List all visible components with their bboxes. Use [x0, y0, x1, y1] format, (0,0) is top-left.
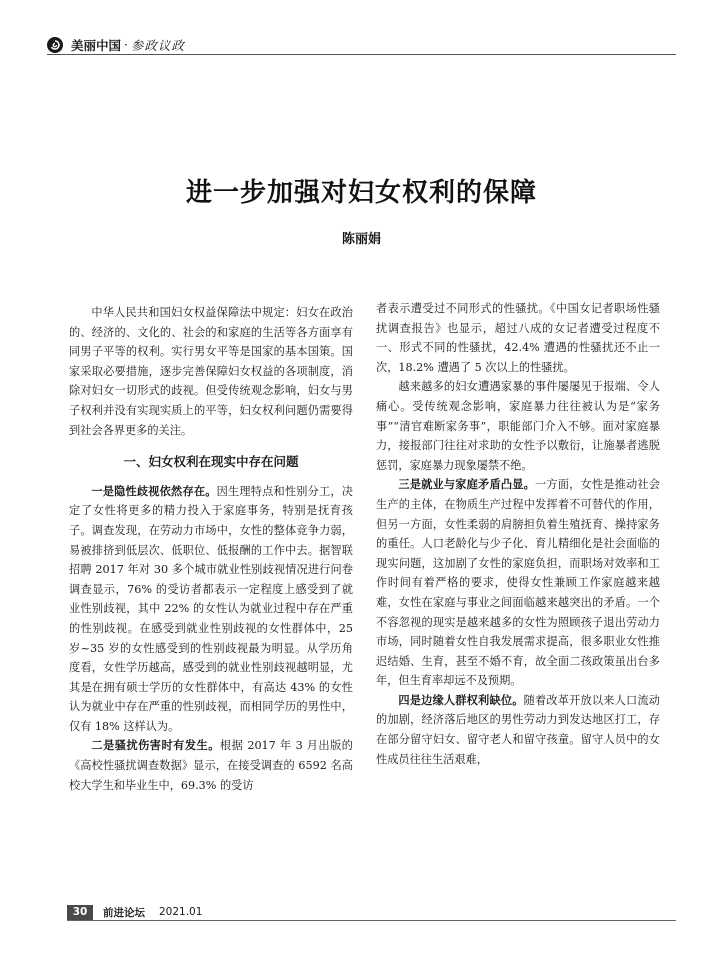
footer-divider	[67, 920, 676, 921]
paragraph-domestic-violence: 越来越多的妇女遭遇家暴的事件屡屡见于报端、令人痛心。受传统观念影响，家庭暴力往往被认为是“家务事”“清官难断家务事”，职能部门介入不够。面对家庭暴力，接报部门往往对求助的女性予以敷衍，让施暴者逃脱惩罚，家庭暴力现象屡禁不绝。	[376, 380, 660, 472]
page-number: 30	[67, 905, 93, 920]
article-title: 进一步加强对妇女权利的保障	[185, 178, 537, 208]
issue-number: 2021.01	[159, 906, 203, 918]
paragraph-harassment	[69, 736, 353, 795]
paragraph-work-family	[376, 475, 660, 691]
paragraph-body: 因生理特点和性别分工，决定了女性将更多的精力投入于家庭事务，特别是抚育孩子。调查发现，在劳动力市场中，女性的整体竞争力弱，易被排挤到低层次、低职位、低报酬的工作中去。据智联招聘 2017 年对 30 多个城市就业性别歧视情况进行问卷调查显示，76% 的受访者都表示一定程度上感受到了就业性别歧视，其中 22% 的女性认为就业过程中存在严重的性别歧视。在感受到就业性别歧视的女性群体中，25 岁~35 岁的女性感受到的性别歧视最为明显。从学历角度看，女性学历越高，感受到的就业性别歧视越明显，尤其是在拥有硕士学历的女性群体中，有高达 43% 的女性认为就业中存在严重的性别歧视，而相同学历的男性中，仅有 18% 这样认为。	[69, 484, 353, 733]
right-column	[376, 299, 660, 769]
paragraph-lead: 二是骚扰伤害时有发生。	[91, 739, 220, 753]
paragraph-lead: 四是边缘人群权利缺位。	[398, 693, 524, 707]
paragraph-lead: 三是就业与家庭矛盾凸显。	[398, 478, 535, 492]
article-author: 陈丽娟	[341, 232, 381, 247]
intro-paragraph: 中华人民共和国妇女权益保障法中规定：妇女在政治的、经济的、文化的、社会的和家庭的生活等各方面享有同男子平等的权利。实行男女平等是国家的基本国策。国家采取必要措施，逐步完善保障妇女权益的各项制度，消除对妇女一切形式的歧视。但受传统观念影响，妇女与男子权利并没有实现实质上的平等，妇女权利问题仍需要得到社会各界更多的关注。	[69, 306, 353, 437]
left-column	[69, 303, 353, 795]
header-brand: 美丽中国	[71, 38, 122, 53]
journal-name: 前进论坛	[103, 906, 145, 919]
header-section-name: 参政议政	[130, 38, 185, 53]
paragraph-hidden-discrimination	[69, 482, 353, 737]
swirl-logo-icon	[47, 37, 63, 53]
paragraph-body: 随着改革开放以来人口流动的加剧，经济落后地区的男性劳动力到发达地区打工，存在部分留守妇女、留守老人和留守孩童。留守人员中的女性成员往往生活艰难，	[376, 693, 660, 766]
section-heading: 一、妇女权利在现实中存在问题	[123, 454, 299, 470]
paragraph-marginal-groups	[376, 691, 660, 769]
paragraph-lead: 一是隐性歧视依然存在。	[91, 484, 217, 498]
running-footer	[67, 903, 202, 921]
running-header	[47, 34, 185, 56]
paragraph-body: 一方面，女性是推动社会生产的主体，在物质生产过程中发挥着不可替代的作用，但另一方面，女性柔弱的肩膀担负着生殖抚育、操持家务的重任。人口老龄化与少子化、育儿精细化是社会面临的现实问题，这加剧了女性的家庭负担，而职场对效率和工作时间有着严格的要求，使得女性兼顾工作家庭越来越难，女性在家庭与事业之间面临越来越突出的矛盾。一个不容忽视的现实是越来越多的女性为照顾孩子退出劳动力市场，同时随着女性自我发展需求提高，很多职业女性推迟结婚、生育，甚至不婚不育，故全面二孩政策虽出台多年，但生育率却远不及预期。	[376, 478, 660, 688]
header-divider	[47, 54, 676, 55]
paragraph-continuation: 者表示遭受过不同形式的性骚扰。《中国女记者职场性骚扰调查报告》也显示，超过八成的女记者遭受过程度不一、形式不同的性骚扰，42.4% 遭遇的性骚扰还不止一次，18.2% 遭遇了 5 次以上的性骚扰。	[376, 302, 660, 374]
header-separator: ·	[124, 38, 128, 52]
paragraph-body: 根据 2017 年 3 月出版的《高校性骚扰调查数据》显示，在接受调查的 6592 名高校大学生和毕业生中，69.3% 的受访	[69, 739, 353, 792]
